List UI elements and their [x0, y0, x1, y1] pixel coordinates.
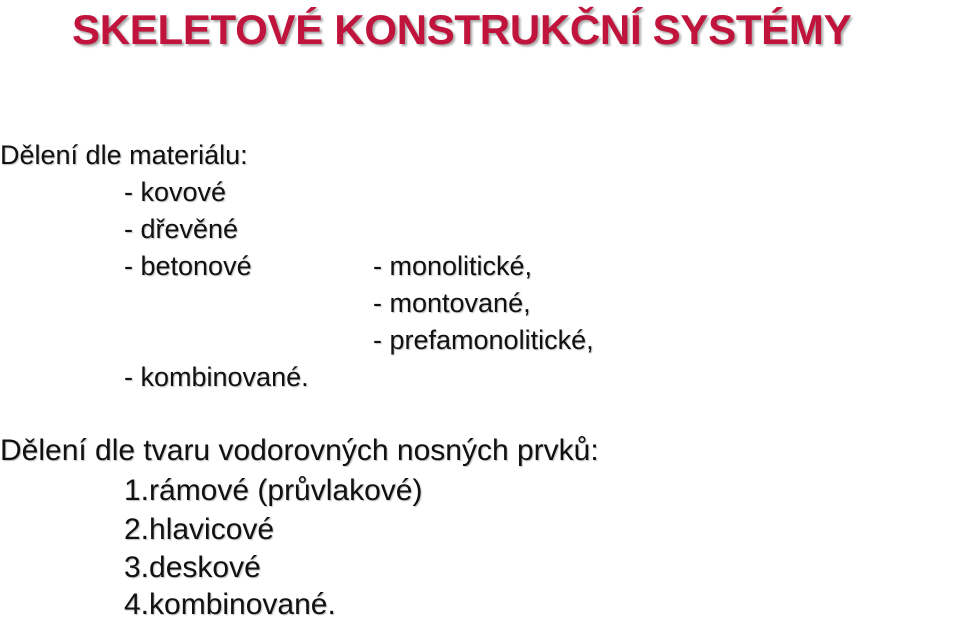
shape-heading: Dělení dle tvaru vodorovných nosných prvků: [0, 434, 599, 467]
shape-item-hlavicove: 2.hlavicové [124, 513, 275, 546]
material-item-kombinovane: - kombinované. [124, 362, 309, 392]
material-item-kovove: - kovové [124, 177, 227, 207]
shape-item-kombinovane: 4.kombinované. [124, 588, 336, 621]
concrete-subitem-monoliticke: - monolitické, [373, 251, 533, 281]
shape-item-deskove: 3.deskové [124, 551, 261, 584]
slide-title: SKELETOVÉ KONSTRUKČNÍ SYSTÉMY [72, 6, 852, 53]
concrete-subitem-prefamonoliticke: - prefamonolitické, [373, 325, 594, 355]
material-heading: Dělení dle materiálu: [0, 140, 248, 170]
shape-item-ramove: 1.rámové (průvlakové) [124, 474, 423, 507]
material-item-betonove: - betonové [124, 251, 252, 281]
material-item-drevene: - dřevěné [124, 214, 239, 244]
concrete-subitem-montovane: - montované, [373, 288, 531, 318]
